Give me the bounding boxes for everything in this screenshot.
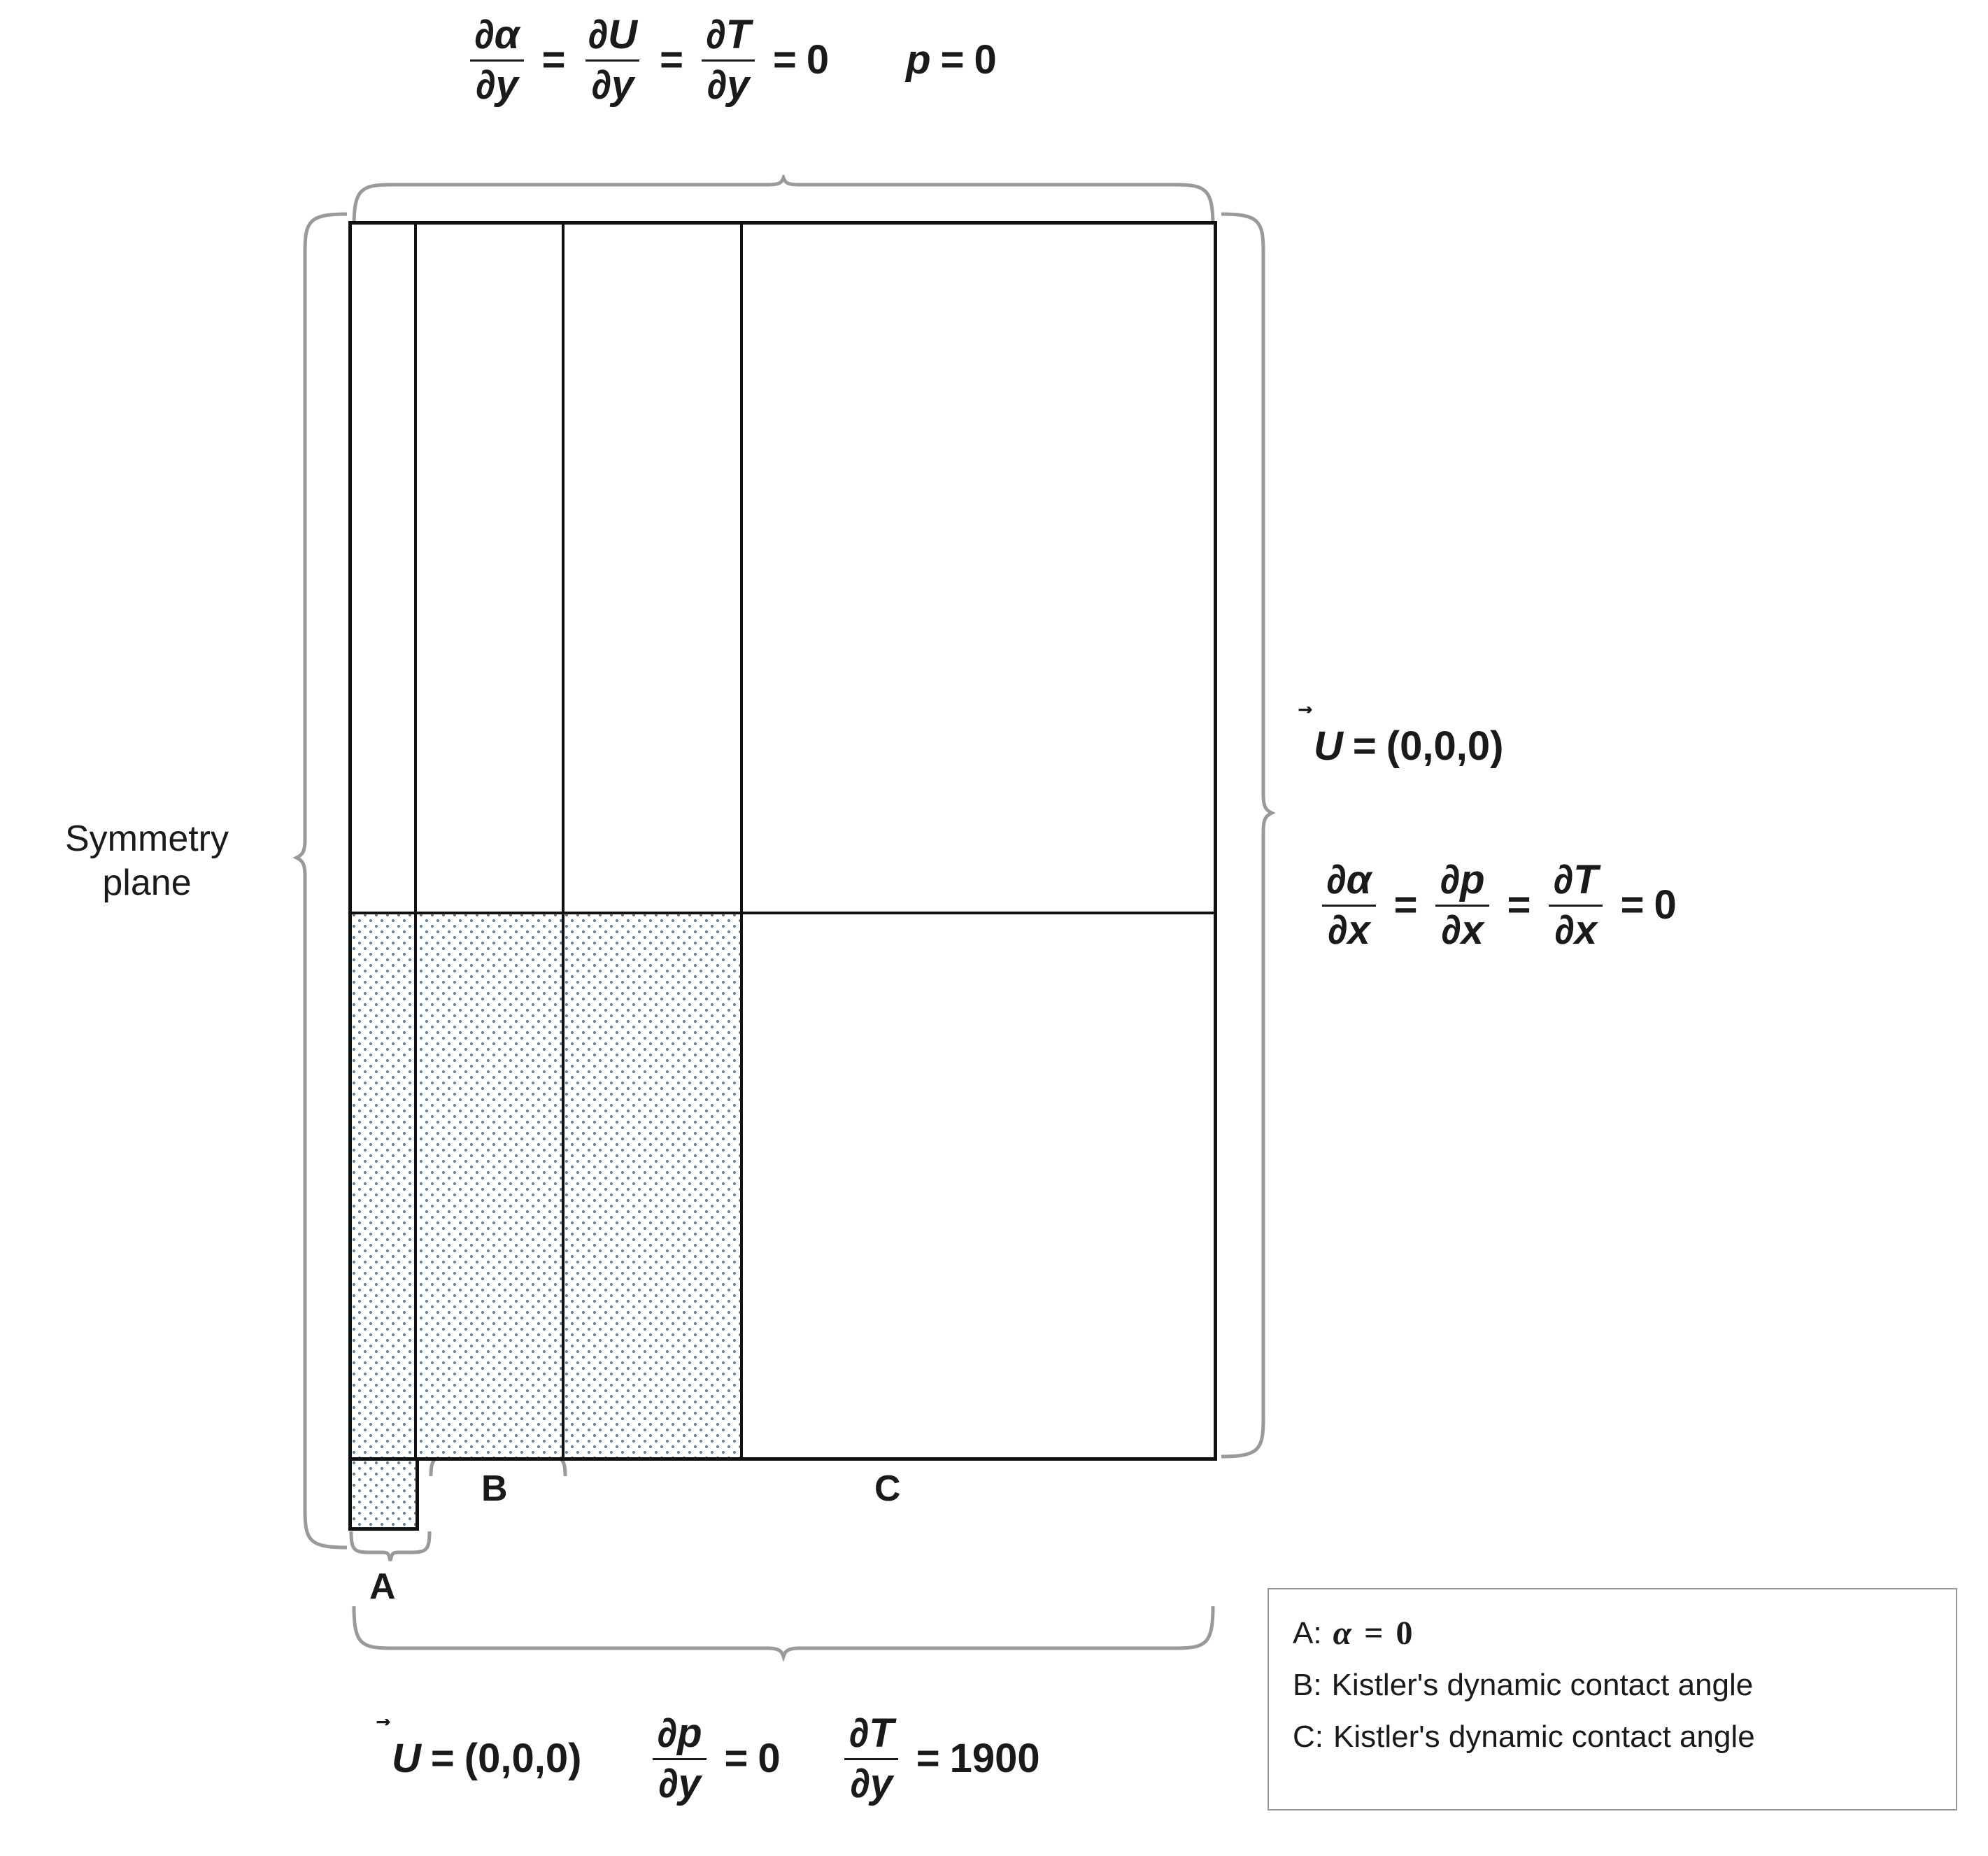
dy-denominator-bottom-1: ∂y [653,1758,707,1806]
legend-text-b: Kistler's dynamic contact angle [1331,1668,1754,1702]
dx-denominator-2: ∂x [1435,905,1489,952]
d-t-dx-fraction [1547,859,1603,952]
legend-tag-a: A: [1293,1616,1322,1650]
right-equals-1: = [1393,882,1418,928]
right-zero-value: 0 [1654,882,1677,928]
right-equals-2: = [1507,882,1531,928]
d-t-dy-fraction [700,14,756,107]
region-a-hatching [352,1461,416,1527]
bottom-velocity-equals: = [430,1736,455,1782]
dx-denominator-3: ∂x [1549,905,1603,952]
d-alpha-numerator-right: ∂α [1326,857,1372,902]
right-boundary-velocity [1314,723,1504,769]
d-p-dy-fraction [651,1710,707,1806]
interface-horizontal-line [348,912,1217,914]
d-t-numerator-right: ∂T [1553,857,1598,902]
d-t-numerator: ∂T [705,12,751,57]
region-a-brace [348,1529,432,1568]
right-equals-3: = [1620,882,1645,928]
legend-row-a [1293,1608,1935,1659]
d-p-dx-fraction [1435,859,1491,952]
bottom-t-value: 1900 [949,1736,1040,1782]
equals-3: = [773,37,797,83]
right-brace [1217,210,1281,1462]
symmetry-plane-label [14,817,280,906]
pressure-value: 0 [974,37,997,83]
bottom-p-equals: = [724,1736,748,1782]
d-u-numerator: ∂U [588,12,638,57]
dy-denominator-3: ∂y [702,59,755,107]
equals-1: = [541,37,566,83]
d-alpha-dy-fraction [469,14,525,107]
legend-alpha-symbol: α [1333,1615,1352,1652]
dy-denominator-2: ∂y [585,59,639,107]
divider-line-c [740,221,743,1461]
legend-alpha-equals: = [1364,1615,1384,1652]
legend-tag-b: B: [1293,1668,1322,1702]
legend-tag-c: C: [1293,1720,1323,1754]
right-velocity-equals: = [1352,723,1377,769]
velocity-vector-symbol-bottom: U [392,1736,421,1782]
bottom-brace [350,1602,1217,1662]
pressure-equals: = [940,37,965,83]
dy-denominator-bottom-2: ∂y [844,1758,898,1806]
d-p-numerator-right: ∂p [1440,857,1485,902]
region-a-box [348,1457,419,1531]
bottom-p-value: 0 [758,1736,781,1782]
top-boundary-equation [462,14,997,107]
velocity-vector-symbol-right: U [1314,723,1343,769]
legend-row-b [1293,1659,1935,1711]
right-velocity-value: (0,0,0) [1386,723,1504,769]
bottom-velocity-value: (0,0,0) [464,1736,582,1782]
region-label-a: A [369,1566,396,1607]
symmetry-plane-line1: Symmetry [65,819,229,859]
legend-text-c: Kistler's dynamic contact angle [1333,1720,1755,1754]
pressure-symbol: p [906,37,931,83]
region-label-b: B [481,1468,508,1509]
right-boundary-gradients [1314,859,1677,952]
divider-line-b [562,221,565,1461]
divider-line-a [414,221,417,1461]
symmetry-plane-line2: plane [102,863,192,904]
liquid-region-hatching [352,913,740,1457]
region-label-c: C [874,1468,901,1509]
bottom-boundary-equation [392,1710,1040,1806]
top-zero-value: 0 [806,37,830,83]
d-u-dy-fraction [583,14,644,107]
legend-alpha-value: 0 [1396,1615,1413,1652]
bottom-t-equals: = [916,1736,940,1782]
dx-denominator-1: ∂x [1322,905,1376,952]
legend-row-c [1293,1711,1935,1763]
equals-2: = [660,37,683,83]
d-p-numerator-bottom: ∂p [657,1710,702,1756]
legend-box [1268,1588,1957,1811]
left-brace [287,210,351,1553]
d-alpha-numerator: ∂α [474,12,520,57]
d-t-numerator-bottom: ∂T [849,1710,894,1756]
dy-denominator: ∂y [470,59,524,107]
d-alpha-dx-fraction [1321,859,1377,952]
d-t-dy-fraction-bottom [844,1710,900,1806]
